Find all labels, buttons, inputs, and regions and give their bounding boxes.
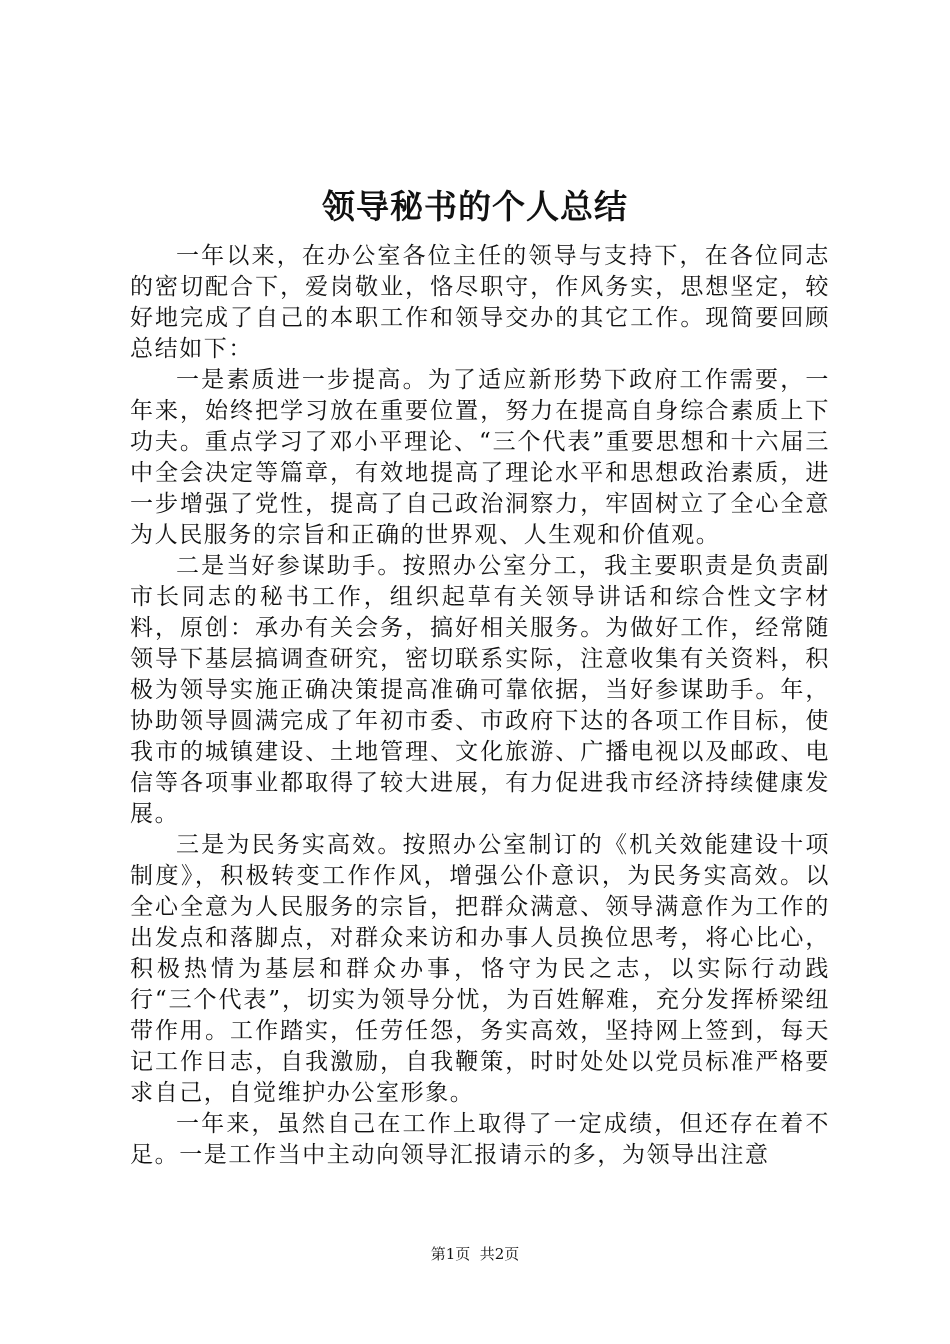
- paragraph-efficiency: 三是为民务实高效。按照办公室制订的《机关效能建设十项制度》，积极转变工作作风，增强公仆意识，为民务实高效。以全心全意为人民服务的宗旨，把群众满意、领导满意作为工作的出发点和落脚点，对群众来访和办事人员换位思考，将心比心，积极热情为基层和群众办事，恪守为民之志，以实际行动践行“三个代表”，切实为领导分忧，为百姓解难，充分发挥桥梁纽带作用。工作踏实，任劳任怨，务实高效，坚持网上签到，每天记工作日志，自我激励，自我鞭策，时时处处以党员标准严格要求自己，自觉维护办公室形象。: [130, 832, 830, 1106]
- page-number-label: 第1页 共2页: [430, 1245, 520, 1263]
- document-title: 领导秘书的个人总结: [322, 187, 628, 226]
- paragraph-assistant: 二是当好参谋助手。按照办公室分工，我主要职责是负责副市长同志的秘书工作，组织起草有关领导讲话和综合性文字材料，原创：承办有关会务，搞好相关服务。为做好工作，经常随领导下基层搞调查研究，密切联系实际，注意收集有关资料，积极为领导实施正确决策提高准确可靠依据，当好参谋助手。年，协助领导圆满完成了年初市委、市政府下达的各项工作目标，使我市的城镇建设、土地管理、文化旅游、广播电视以及邮政、电信等各项事业都取得了较大进展，有力促进我市经济持续健康发展。: [130, 553, 830, 827]
- document-body: [130, 241, 830, 1171]
- paragraph-shortcomings: 一年来，虽然自己在工作上取得了一定成绩，但还存在着不足。一是工作当中主动向领导汇报请示的多，为领导出注意: [130, 1111, 830, 1168]
- page-footer: [0, 1244, 950, 1264]
- paragraph-quality: 一是素质进一步提高。为了适应新形势下政府工作需要，一年来，始终把学习放在重要位置，努力在提高自身综合素质上下功夫。重点学习了邓小平理论、“三个代表”重要思想和十六届三中全会决定等篇章，有效地提高了理论水平和思想政治素质，进一步增强了党性，提高了自己政治洞察力，牢固树立了全心全意为人民服务的宗旨和正确的世界观、人生观和价值观。: [130, 367, 830, 548]
- paragraph-intro: 一年以来，在办公室各位主任的领导与支持下，在各位同志的密切配合下，爱岗敬业，恪尽职守，作风务实，思想坚定，较好地完成了自己的本职工作和领导交办的其它工作。现简要回顾总结如下：: [130, 243, 830, 362]
